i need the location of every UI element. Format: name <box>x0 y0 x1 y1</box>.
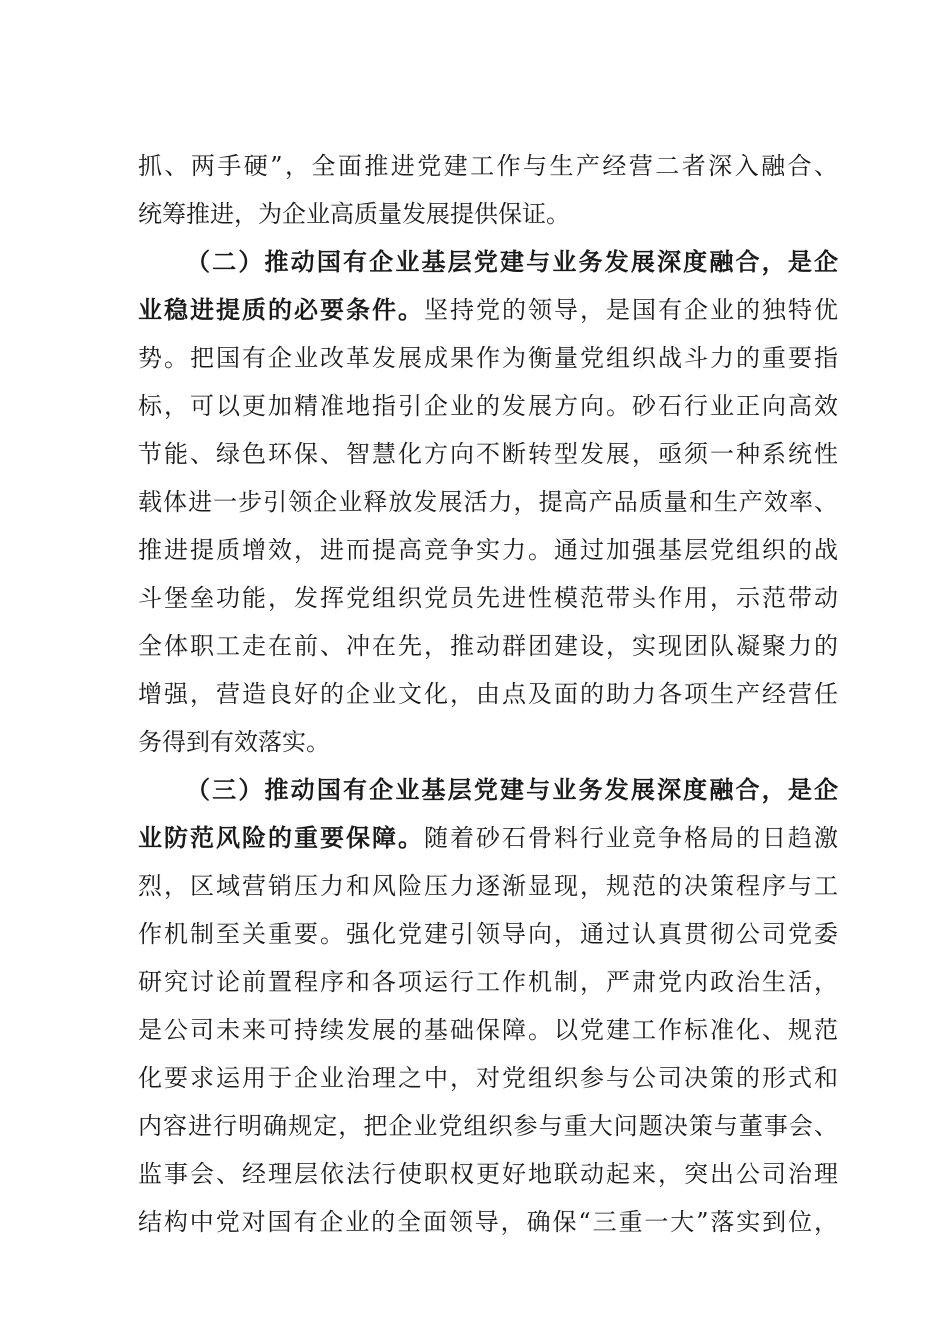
paragraph-2-line-2 <box>138 286 838 334</box>
paragraph-2-line: 势。把国有企业改革发展成果作为衡量党组织战斗力的重要指 <box>138 344 838 372</box>
paragraph-1-line-2: 统筹推进，为企业高质量发展提供保证。 <box>138 200 570 228</box>
paragraph-2-line: 全体职工走在前、冲在先，推动群团建设，实现团队凝聚力的 <box>138 632 838 660</box>
paragraph-2-line: 载体进一步引领企业释放发展活力，提高产品质量和生产效率、 <box>138 488 838 516</box>
paragraph-3-line: 是公司未来可持续发展的基础保障。以党建工作标准化、规范 <box>138 1016 838 1044</box>
paragraph-3-line: 作机制至关重要。强化党建引领导向，通过认真贯彻公司党委 <box>138 920 838 948</box>
paragraph-2-line: 增强，营造良好的企业文化，由点及面的助力各项生产经营任 <box>138 680 838 708</box>
paragraph-3-line: 烈，区域营销压力和风险压力逐渐显现，规范的决策程序与工 <box>138 872 838 900</box>
paragraph-3-heading-line-1: （三）推动国有企业基层党建与业务发展深度融合，是企 <box>186 775 838 804</box>
paragraph-3-line: 内容进行明确规定，把企业党组织参与重大问题决策与董事会、 <box>138 1112 838 1140</box>
paragraph-3-line-2-rest: 随着砂石骨料行业竞争格局的日趋激 <box>424 824 838 852</box>
paragraph-3-line: 结构中党对国有企业的全面领导，确保“三重一大”落实到位， <box>138 1208 838 1236</box>
paragraph-2-heading-line-2: 业稳进提质的必要条件。 <box>138 295 424 324</box>
paragraph-2-line: 节能、绿色环保、智慧化方向不断转型发展，亟须一种系统性 <box>138 440 838 468</box>
paragraph-2-line: 推进提质增效，进而提高竞争实力。通过加强基层党组织的战 <box>138 536 838 564</box>
paragraph-3-line: 化要求运用于企业治理之中，对党组织参与公司决策的形式和 <box>138 1064 838 1092</box>
paragraph-3-line: 监事会、经理层依法行使职权更好地联动起来，突出公司治理 <box>138 1160 838 1188</box>
document-body <box>138 142 838 1246</box>
paragraph-3-heading-line-2: 业防范风险的重要保障。 <box>138 823 424 852</box>
paragraph-2-line-last: 务得到有效落实。 <box>138 728 330 756</box>
paragraph-1-line-1: 抓、两手硬”，全面推进党建工作与生产经营二者深入融合、 <box>138 152 838 180</box>
paragraph-2-heading-line-1: （二）推动国有企业基层党建与业务发展深度融合，是企 <box>186 247 838 276</box>
paragraph-2-line: 标，可以更加精准地指引企业的发展方向。砂石行业正向高效 <box>138 392 838 420</box>
paragraph-2-line-2-rest: 坚持党的领导，是国有企业的独特优 <box>424 296 838 324</box>
paragraph-2-line: 斗堡垒功能，发挥党组织党员先进性模范带头作用，示范带动 <box>138 584 838 612</box>
paragraph-3-line-2 <box>138 814 838 862</box>
paragraph-3-line: 研究讨论前置程序和各项运行工作机制，严肃党内政治生活， <box>138 968 838 996</box>
